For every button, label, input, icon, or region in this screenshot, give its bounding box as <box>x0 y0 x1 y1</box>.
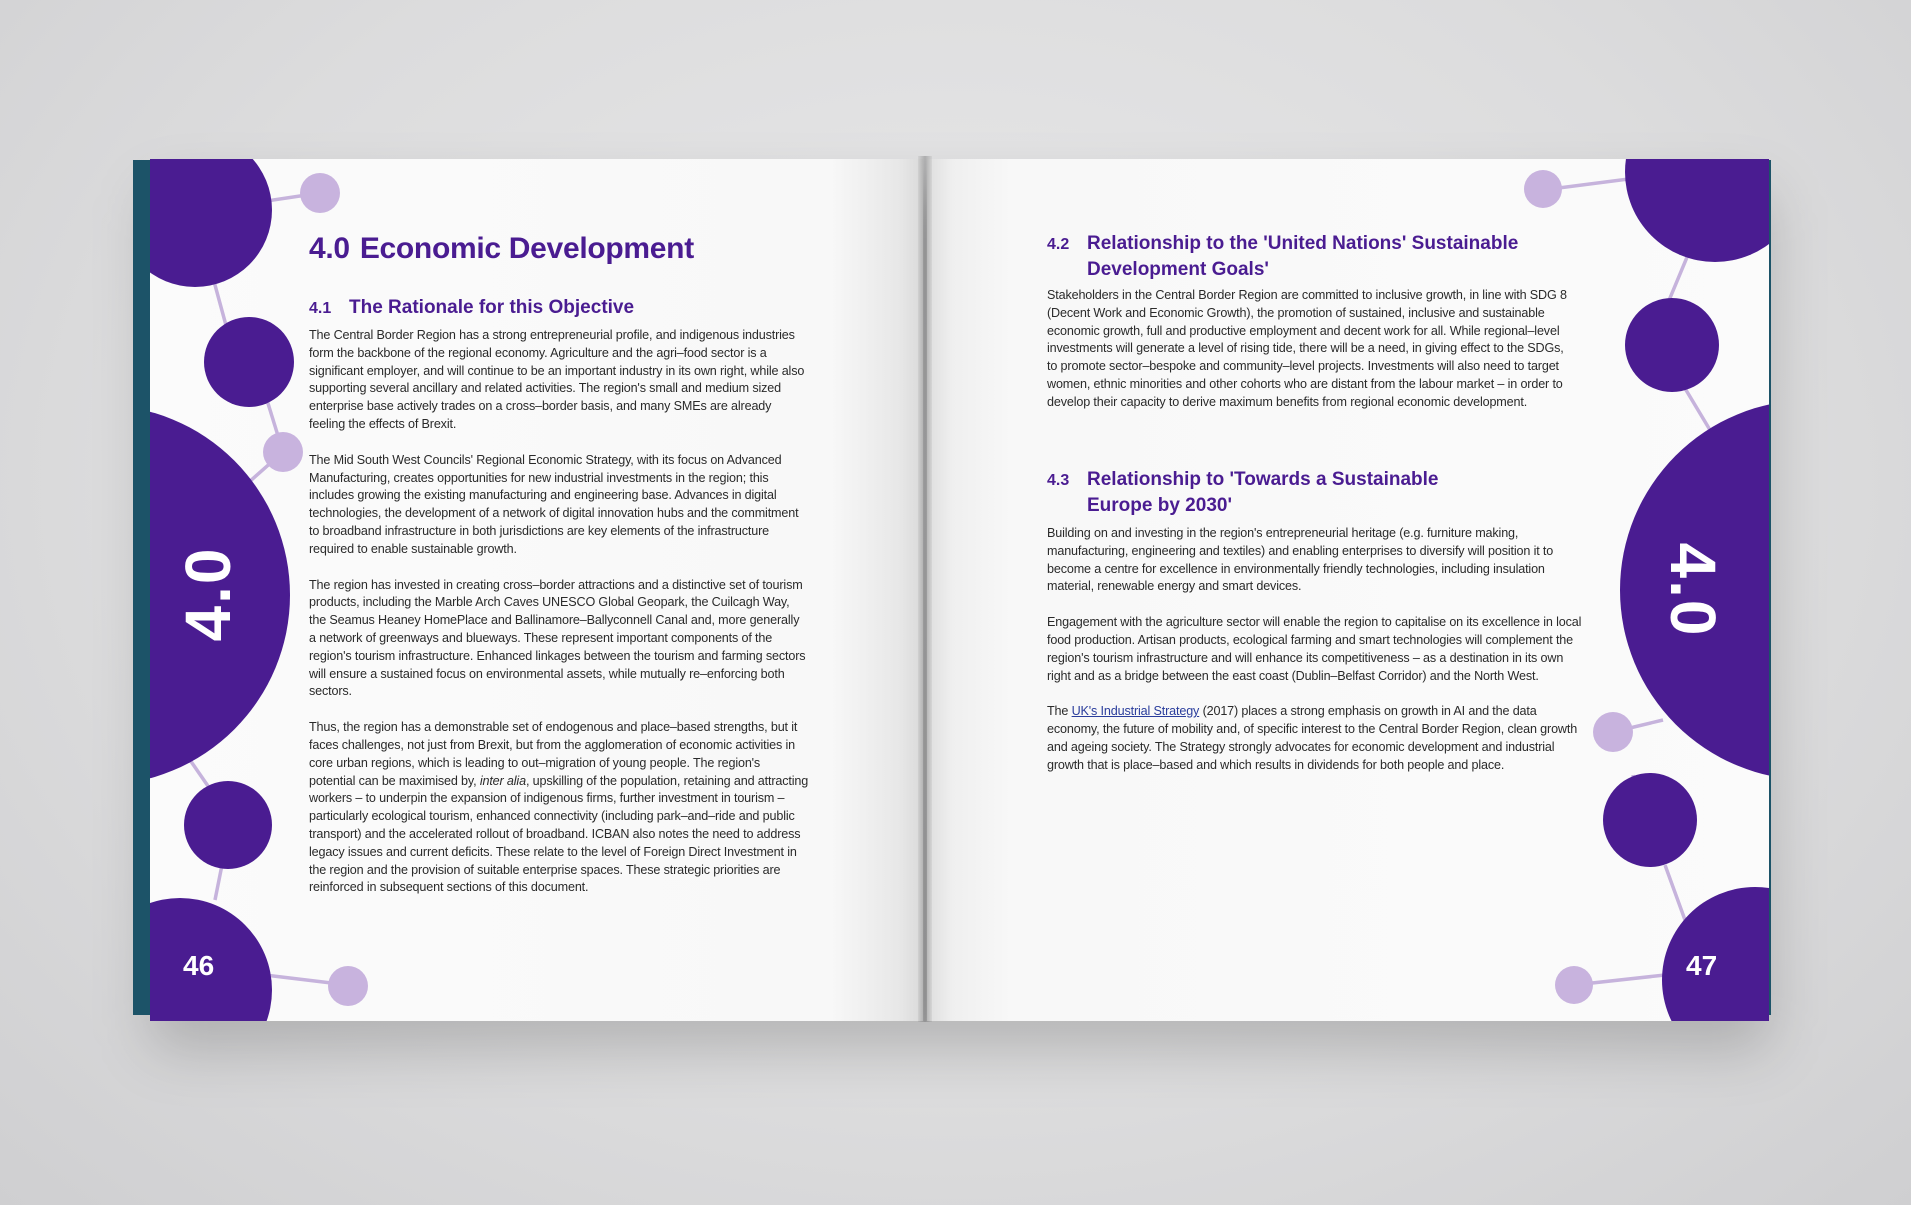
paragraph-text: , upskilling of the population, retaining and attracting workers – to underpin the expansion of indigenous firms, further investment in tourism – particularly ecological tourism, enhanced connectivity (including park–and–ride and public transport) and the accelerated rollout of broadband. ICBAN also notes the need to address legacy issues and current deficits. These relate to the level of Foreign Direct Investment in the region and the provision of suitable enterprise spaces. These strategic priorities are reinforced in subsequent sections of this document. <box>309 773 809 895</box>
paragraph <box>309 719 809 897</box>
circle-medium <box>1625 298 1719 392</box>
chapter-label-left: 4.0 <box>172 546 244 642</box>
paragraph-italic: inter alia <box>479 773 526 788</box>
subsection-number: 4.2 <box>1047 236 1070 253</box>
page-number-right: 47 <box>1686 950 1718 981</box>
circle-chapter <box>0 405 290 785</box>
subsection-title-line1: Relationship to the 'United Nations' Sustainable <box>1087 233 1519 254</box>
paragraph-text: Thus, the region has a demonstrable set of endogenous and place–based strengths, but it faces challenges, not just from Brexit, but from the agglomeration of economic activities in core urban regions, which is leading to out–migration of young people. The region's potential can be maximised by, <box>309 720 798 788</box>
paragraph-text: The <box>1047 704 1072 719</box>
circle-small <box>263 432 303 472</box>
circle-small <box>1555 966 1593 1004</box>
paragraph: Engagement with the agriculture sector will enable the region to capitalise on its excellence in local food production. Artisan products, ecological farming and smart technologies will complement the region's tourism infrastructure and will enhance its competitiveness – as a destination in its own right and as a bridge between the east coast (Dublin–Belfast Corridor) and the North West. <box>1047 615 1582 683</box>
subsection-title-line1: Relationship to 'Towards a Sustainable <box>1087 469 1439 490</box>
paragraph: The Central Border Region has a strong entrepreneurial profile, and indigenous industries form the backbone of the regional economy. Agriculture and the agri–food sector is a significant employer, and will continue to be an important industry in its own right, while also supporting several ancillary and related activities. The region's small and medium sized enterprise base actively trades on a cross–border basis, and many SMEs are already feeling the effects of Brexit. <box>309 328 805 431</box>
left-body-text <box>309 327 809 915</box>
section-title <box>309 232 694 266</box>
circle-large <box>1625 82 1805 262</box>
industrial-strategy-link[interactable]: UK's Industrial Strategy <box>1071 704 1200 719</box>
paragraph: Building on and investing in the region's entrepreneurial heritage (e.g. furniture making, manufacturing, engineering and textiles) and enabling enterprises to diversify will position it to become a centre for excellence in environmentally friendly technologies, including insulation material, renewable energy and smart devices. <box>1047 526 1554 594</box>
page-number-left: 46 <box>183 950 215 981</box>
paragraph: The Mid South West Councils' Regional Economic Strategy, with its focus on Advanced Manufacturing, creates opportunities for new industrial investments in the region; this includes growing the existing manufacturing and engineering base. Advances in digital technologies, the development of a network of digital innovation hubs and the commitment to broadband infrastructure in both jurisdictions are key elements of the infrastructure required to enable sustainable growth. <box>309 452 799 556</box>
circle-pagenum <box>88 898 272 1082</box>
paragraph: The region has invested in creating cross–border attractions and a distinctive set of tourism products, including the Marble Arch Caves UNESCO Global Geopark, the Cuilcagh Way, the Seamus Heaney HomePlace and Ballinamore–Ballyconnell Canal and, more generally a network of greenways and blueways. These represent important components of the region's tourism infrastructure. Enhanced linkages between the tourism and farming sectors will ensure a sustained focus on environmental assets, while mutually re–enforcing both sectors. <box>309 577 806 699</box>
circle-small <box>1524 170 1562 208</box>
subsection-number: 4.1 <box>309 300 332 317</box>
subsection-4-2-title <box>1047 231 1518 282</box>
circle-large <box>118 133 272 287</box>
chapter-label-right: 4.0 <box>1657 542 1729 638</box>
subsection-4-3-title <box>1047 467 1439 518</box>
subsection-title-line2: Development Goals' <box>1087 259 1269 280</box>
subsection-title-line2: Europe by 2030' <box>1087 495 1232 516</box>
paragraph <box>1047 703 1582 774</box>
circle-medium <box>184 781 272 869</box>
right-body-text-4-3 <box>1047 525 1582 793</box>
section-number: 4.0 <box>309 232 350 265</box>
right-body-text-4-2 <box>1047 287 1577 430</box>
paragraph-text: (2017) places a strong emphasis on growth in AI and the data economy, the future of mobility and, of specific interest to the Central Border Region, clean growth and ageing society. The Strategy strongly advocates for economic development and industrial growth that is place–based and which results in dividends for both people and place. <box>1047 704 1578 772</box>
paragraph: Stakeholders in the Central Border Region are committed to inclusive growth, in line with SDG 8 (Decent Work and Economic Growth), the promotion of sustained, inclusive and sustainable economic growth, full and productive employment and decent work for all. While regional–level investments will generate a level of rising tide, there will be a need, in giving effect to the SDGs, to promote sector–bespoke and community–level projects. Investments will also need to target women, ethnic minorities and other cohorts who are distant from the labour market – in order to develop their capacity to derive maximum benefits from regional economic development. <box>1047 288 1567 409</box>
circle-medium <box>1603 773 1697 867</box>
circle-small <box>1593 712 1633 752</box>
subsection-number: 4.3 <box>1047 472 1070 489</box>
circle-small <box>328 966 368 1006</box>
circle-medium <box>204 317 294 407</box>
circle-small <box>300 173 340 213</box>
subsection-4-1-title <box>309 295 634 321</box>
section-title-text: Economic Development <box>359 232 694 265</box>
subsection-title-text: The Rationale for this Objective <box>349 297 635 318</box>
